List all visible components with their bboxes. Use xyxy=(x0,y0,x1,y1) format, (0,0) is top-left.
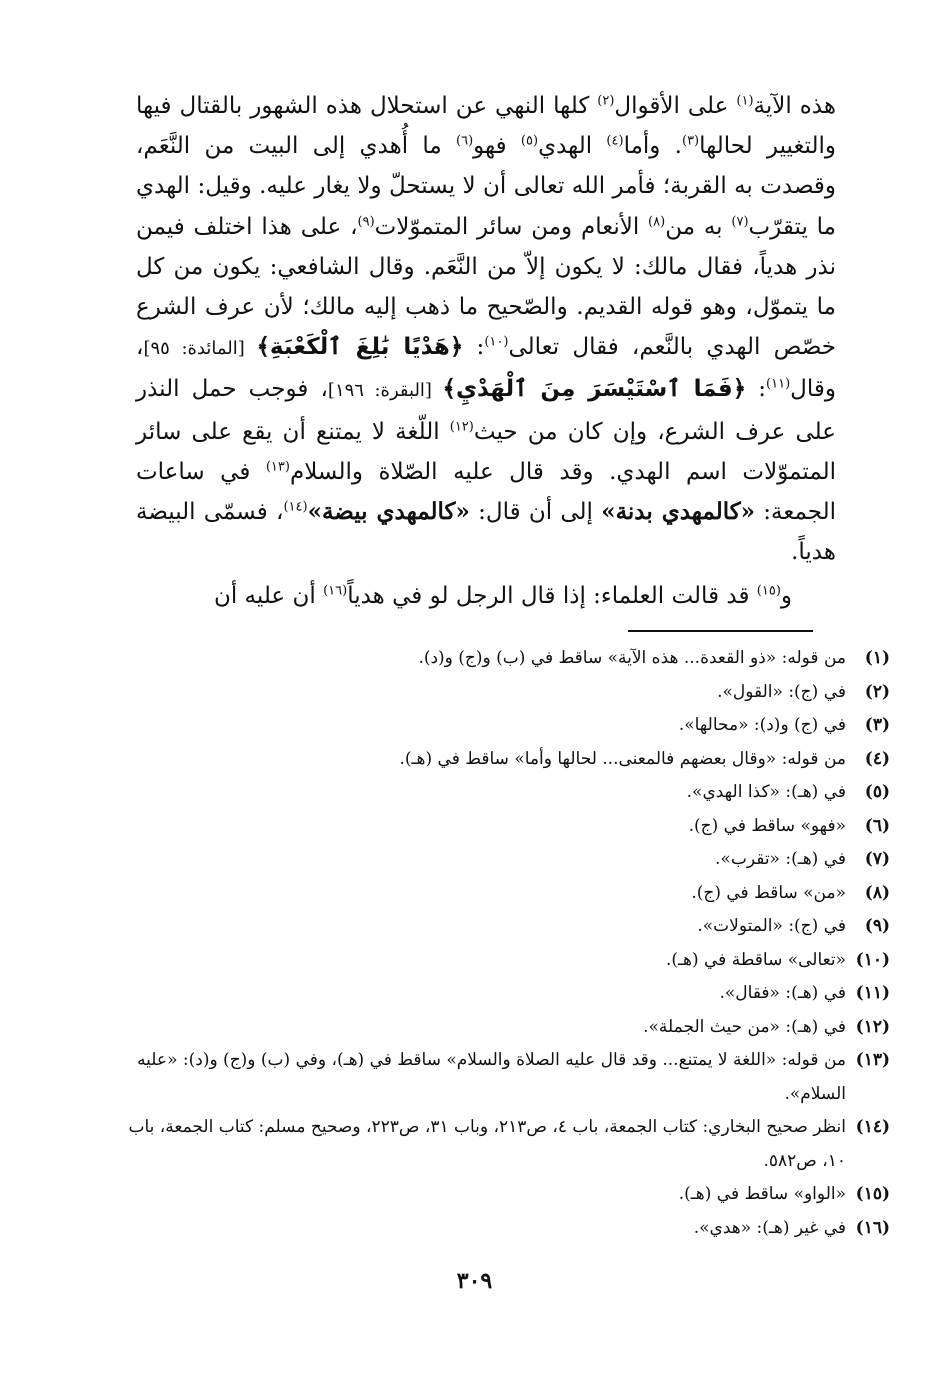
footnote-text: من قوله: «اللغة لا يمتنع... وقد قال عليه الصلاة والسلام» ساقط في (هـ)، وفي (ب) و(ج) و(د): «عليه السلام». xyxy=(137,1050,846,1104)
hadith-quote: «كالمهدي بيضة» xyxy=(307,498,470,526)
footnote-ref: (٩) xyxy=(357,213,375,229)
footnote-text: في (هـ): «فقال». xyxy=(719,983,846,1003)
footnote xyxy=(100,1111,890,1178)
footnote-text: من قوله: «ذو القعدة... هذه الآية» ساقط في (ب) و(ج) و(د). xyxy=(418,648,846,668)
footnote-number: (٥) xyxy=(864,782,890,802)
footnote-ref: (١٣) xyxy=(265,459,290,475)
text-run: كلها النهي عن استحلال هذه الشهور بالقتال فيها والتغيير لحالها xyxy=(136,93,836,160)
text-run: : xyxy=(463,334,485,361)
footnote-text: انظر صحيح البخاري: كتاب الجمعة، باب ٤، ص٢١٣، وباب ٣١، ص٢٢٣، وصحيح مسلم: كتاب الجمعة، باب ١٠، ص٥٨٢. xyxy=(128,1117,846,1171)
footnotes xyxy=(100,642,890,1245)
footnote-ref: (٨) xyxy=(648,213,666,229)
text-run: الهدي xyxy=(538,133,607,160)
footnote-text: «الواو» ساقط في (هـ). xyxy=(678,1184,846,1204)
main-text xyxy=(136,86,836,617)
footnote xyxy=(100,1212,890,1246)
footnote xyxy=(100,1011,890,1045)
footnote-number: (٢) xyxy=(864,681,890,702)
quran-quote: ﴿فَمَا ٱسْتَيْسَرَ مِنَ ٱلْهَدْيِ﴾ xyxy=(442,376,747,403)
text-run: أن عليه أن xyxy=(213,583,324,610)
footnote-number: (١٣) xyxy=(855,1050,890,1070)
footnote-number: (١٢) xyxy=(855,1016,890,1037)
footnote-number: (٦) xyxy=(864,815,890,836)
text-run: قد قالت العلماء: إذا قال الرجل لو في هدياً xyxy=(347,583,757,610)
footnote-ref: (١٢) xyxy=(449,418,474,434)
footnote-divider xyxy=(628,630,813,632)
footnote-text: في (هـ): «من حيث الجملة». xyxy=(643,1016,846,1037)
footnote-number: (١٥) xyxy=(855,1184,890,1204)
footnote-ref: (٧) xyxy=(731,213,749,229)
footnote-text: في (ج): «المتولات». xyxy=(697,916,846,936)
text-run: : xyxy=(746,376,767,403)
text-run: . وأما xyxy=(623,133,682,160)
footnote-ref: (١) xyxy=(736,93,754,109)
footnote xyxy=(100,810,890,844)
footnote xyxy=(100,944,890,978)
footnote-number: (١١) xyxy=(855,983,890,1003)
footnote-number: (١٠) xyxy=(855,949,890,970)
footnote-text: «من» ساقط في (ج). xyxy=(691,882,846,903)
footnote-ref: (٦) xyxy=(456,133,474,149)
footnote-ref: (٣) xyxy=(681,133,700,149)
text-run: الأنعام ومن سائر المتموّلات xyxy=(374,213,649,240)
footnote-number: (١٦) xyxy=(855,1217,890,1238)
footnote xyxy=(100,709,890,743)
footnote-text: في (هـ): «تقرب». xyxy=(715,849,846,869)
hadith-quote: «كالمهدي بدنة» xyxy=(601,498,756,526)
footnote-number: (٣) xyxy=(864,715,890,735)
footnote-ref: (١٥) xyxy=(756,583,781,599)
footnote xyxy=(100,1178,890,1212)
text-run: إلى أن قال: xyxy=(469,499,602,526)
footnote-text: في (ج) و(د): «محالها». xyxy=(678,715,846,735)
text-run: على الأقوال xyxy=(614,93,737,119)
body-paragraph xyxy=(136,576,836,616)
text-run: في ساعات الجمعة: xyxy=(136,458,836,526)
footnote-text: «فهو» ساقط في (ج). xyxy=(688,815,846,836)
footnote-number: (١) xyxy=(864,648,890,668)
footnote xyxy=(100,910,890,944)
footnote xyxy=(100,743,890,777)
footnote-text: في (هـ): «كذا الهدي». xyxy=(686,782,846,802)
text-run: ما أُهدي إلى البيت من النَّعَم، وقصدت به القربة؛ فأمر الله تعالى أن لا يستحلّ ولا يغار عليه. وقيل: الهدي ما يتقرّب xyxy=(136,133,836,240)
footnote xyxy=(100,877,890,911)
quran-reference: [البقرة: ١٩٦] xyxy=(327,380,443,402)
quran-reference: [المائدة: ٩٥] xyxy=(143,338,257,360)
footnote-number: (٧) xyxy=(864,849,890,869)
footnote-ref: (١٠) xyxy=(484,334,509,350)
footnote-number: (٩) xyxy=(864,916,890,936)
footnote-ref: (٤) xyxy=(606,133,624,149)
text-run: هذه الآية xyxy=(753,93,836,119)
footnote xyxy=(100,977,890,1011)
footnote-text: من قوله: «وقال بعضهم فالمعنى... لحالها وأما» ساقط في (هـ). xyxy=(399,748,846,769)
footnote xyxy=(100,642,890,676)
footnote-ref: (١٦) xyxy=(323,583,348,599)
text-run: ، على هذا اختلف فيمن نذر هدياً، فقال مالك: لا يكون إلاّ من النَّعَم. وقال الشافعي: يكون من كل ما يتموّل، وهو قوله القديم. والصّحيح ما ذهب إليه مالك؛ لأن عرف الشرع خصّص الهدي بالنَّعم، فقال تعالى xyxy=(136,213,836,361)
footnote xyxy=(100,776,890,810)
footnote-ref: (١٤) xyxy=(283,499,308,515)
footnote-number: (٨) xyxy=(864,882,890,903)
footnote xyxy=(100,1044,890,1111)
footnote-text: في (ج): «القول». xyxy=(717,681,846,702)
text-run: ، وقال xyxy=(136,334,836,403)
footnote-ref: (٥) xyxy=(520,133,539,149)
footnote-text: «تعالى» ساقطة في (هـ). xyxy=(666,949,846,970)
text-run: اللّغة لا يمتنع أن يقع على سائر المتموّلات اسم الهدي. وقد قال عليه الصّلاة والسلام xyxy=(136,418,837,485)
text-run: به من xyxy=(665,213,732,240)
text-run: ، فوجب حمل النذر على عرف الشرع، وإن كان من حيث xyxy=(136,376,836,445)
footnote xyxy=(100,676,890,710)
quran-quote: ﴿هَدْيًا بَٰلِغَ ٱلْكَعْبَةِ﴾ xyxy=(256,334,464,361)
footnote-ref: (١١) xyxy=(766,376,791,392)
text-run: ، فسمّى البيضة هدياً. xyxy=(136,499,836,566)
body-paragraph xyxy=(136,86,836,572)
footnote-number: (٤) xyxy=(864,748,890,769)
footnote-number: (١٤) xyxy=(855,1117,890,1137)
page-number: ٣٠٩ xyxy=(456,1268,493,1294)
text-run: فهو xyxy=(473,133,521,160)
footnote-ref: (٢) xyxy=(597,93,615,109)
footnote xyxy=(100,843,890,877)
footnote-text: في غير (هـ): «هدي». xyxy=(693,1217,846,1238)
text-run: و xyxy=(780,583,792,610)
